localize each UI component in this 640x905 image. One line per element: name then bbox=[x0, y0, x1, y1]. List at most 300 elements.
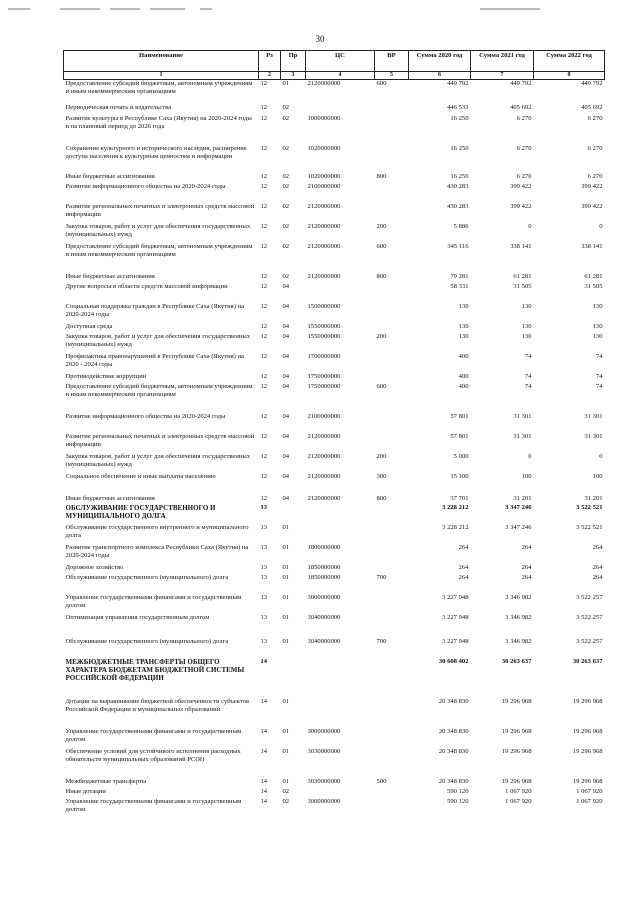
row-pr: 02 bbox=[282, 272, 290, 280]
table-row bbox=[64, 115, 605, 145]
table-row bbox=[64, 524, 605, 544]
row-sum-2020: 264 bbox=[458, 573, 469, 581]
row-cs: 1020000000 bbox=[307, 172, 341, 180]
row-rz: 12 bbox=[260, 80, 268, 88]
row-name: Сохранение культурного и исторического наследия, расширение доступа населения к культурным ценностям и информации bbox=[65, 144, 247, 160]
row-rz: 14 bbox=[260, 657, 268, 665]
row-sum-2020: 446 533 bbox=[447, 103, 469, 111]
row-name: ОБСЛУЖИВАНИЕ ГОСУДАРСТВЕННОГО И МУНИЦИПАЛЬНОГО ДОЛГА bbox=[65, 503, 216, 521]
row-cs bbox=[306, 658, 375, 698]
col-header-name: Наименование bbox=[64, 51, 259, 72]
row-sum-2021: 0 bbox=[528, 452, 532, 460]
row-cs: 2120000000 bbox=[307, 222, 341, 230]
row-name: Противодействие коррупции bbox=[65, 372, 147, 380]
row-vr bbox=[375, 283, 409, 303]
row-name: Закупка товаров, работ и услуг для обеспечения государственных (муниципальных) нужд bbox=[65, 332, 251, 348]
col-header-cs: ЦС bbox=[306, 51, 375, 72]
row-sum-2020: 264 bbox=[458, 563, 469, 571]
row-sum-2022: 3 522 257 bbox=[576, 593, 603, 601]
row-sum-2021: 74 bbox=[524, 372, 532, 380]
row-sum-2022: 31 505 bbox=[584, 282, 603, 290]
row-rz: 12 bbox=[260, 144, 268, 152]
row-cs bbox=[306, 788, 375, 798]
row-sum-2022: 399 422 bbox=[581, 202, 603, 210]
table-row bbox=[64, 798, 605, 818]
row-sum-2020: 20 348 830 bbox=[438, 777, 469, 785]
row-sum-2021: 31 201 bbox=[513, 494, 532, 502]
row-rz: 13 bbox=[260, 593, 268, 601]
row-sum-2022: 130 bbox=[592, 302, 603, 310]
row-cs: 2100000000 bbox=[307, 412, 341, 420]
row-pr: 01 bbox=[282, 563, 290, 571]
row-pr: 04 bbox=[282, 452, 290, 460]
table-row bbox=[64, 778, 605, 788]
row-vr: 200 bbox=[376, 452, 387, 460]
row-sum-2021: 399 422 bbox=[510, 182, 532, 190]
row-cs: 3040000000 bbox=[307, 637, 341, 645]
table-row bbox=[64, 638, 605, 658]
row-name: Обеспечение условий для устойчивого исполнения расходных обязательств муниципальных образований РС(Я) bbox=[65, 747, 241, 763]
row-sum-2021: 74 bbox=[524, 352, 532, 360]
row-sum-2022: 264 bbox=[592, 563, 603, 571]
row-vr: 600 bbox=[376, 242, 387, 250]
row-sum-2020: 430 283 bbox=[447, 202, 469, 210]
row-pr: 04 bbox=[282, 352, 290, 360]
row-pr: 01 bbox=[282, 637, 290, 645]
row-sum-2022: 31 301 bbox=[584, 432, 603, 440]
row-name: Обслуживание государственного внутреннего и муниципального долга bbox=[65, 523, 249, 539]
row-rz: 12 bbox=[260, 452, 268, 460]
row-sum-2022: 3 522 521 bbox=[576, 523, 603, 531]
row-vr bbox=[375, 115, 409, 145]
row-sum-2021: 1 067 920 bbox=[505, 797, 532, 805]
row-sum-2021: 31 301 bbox=[513, 412, 532, 420]
row-pr: 01 bbox=[282, 777, 290, 785]
row-vr: 700 bbox=[376, 637, 387, 645]
row-cs: 1020000000 bbox=[307, 144, 341, 152]
row-vr: 600 bbox=[376, 80, 387, 88]
table-row bbox=[64, 273, 605, 283]
row-vr bbox=[375, 728, 409, 748]
row-sum-2021: 61 281 bbox=[513, 272, 532, 280]
row-vr bbox=[375, 544, 409, 564]
row-rz: 12 bbox=[260, 472, 268, 480]
table-row bbox=[64, 433, 605, 453]
col-header-rz: Рз bbox=[259, 51, 281, 72]
row-sum-2021: 6 270 bbox=[516, 114, 532, 122]
row-sum-2020: 58 331 bbox=[450, 282, 469, 290]
row-sum-2021: 264 bbox=[521, 543, 532, 551]
row-pr bbox=[281, 658, 306, 698]
row-rz: 14 bbox=[260, 727, 268, 735]
row-pr: 02 bbox=[282, 222, 290, 230]
row-rz: 12 bbox=[260, 114, 268, 122]
row-vr bbox=[375, 145, 409, 173]
row-rz: 12 bbox=[260, 432, 268, 440]
table-row bbox=[64, 303, 605, 323]
row-vr bbox=[375, 203, 409, 223]
row-sum-2022: 3 522 257 bbox=[576, 637, 603, 645]
row-pr: 02 bbox=[282, 202, 290, 210]
row-vr bbox=[375, 323, 409, 333]
row-sum-2022: 19 296 968 bbox=[572, 727, 603, 735]
row-sum-2021: 1 067 920 bbox=[505, 787, 532, 795]
row-sum-2021: 130 bbox=[521, 332, 532, 340]
table-row bbox=[64, 788, 605, 798]
row-rz: 12 bbox=[260, 352, 268, 360]
row-sum-2021: 19 296 968 bbox=[501, 697, 532, 705]
row-sum-2021: 399 422 bbox=[510, 202, 532, 210]
row-sum-2022: 130 bbox=[592, 332, 603, 340]
row-pr: 04 bbox=[282, 382, 290, 390]
row-sum-2020: 345 116 bbox=[447, 242, 469, 250]
row-sum-2020: 3 227 948 bbox=[442, 637, 469, 645]
row-sum-2020: 3 227 948 bbox=[442, 613, 469, 621]
row-sum-2022: 338 141 bbox=[581, 242, 603, 250]
row-sum-2022: 100 bbox=[592, 472, 603, 480]
row-cs: 1700000000 bbox=[307, 352, 341, 360]
row-name: Иные дотации bbox=[65, 787, 106, 795]
scan-artifact bbox=[0, 4, 640, 14]
row-sum-2021: 31 505 bbox=[513, 282, 532, 290]
row-pr: 02 bbox=[282, 103, 290, 111]
row-sum-2020: 590 120 bbox=[447, 787, 469, 795]
row-sum-2020: 15 100 bbox=[450, 472, 469, 480]
row-rz: 12 bbox=[260, 494, 268, 502]
row-sum-2021: 31 301 bbox=[513, 432, 532, 440]
row-vr: 700 bbox=[376, 573, 387, 581]
row-cs: 2120000000 bbox=[307, 432, 341, 440]
col-header-pr: Пр bbox=[281, 51, 306, 72]
row-cs: 2120000000 bbox=[307, 202, 341, 210]
row-sum-2021: 0 bbox=[528, 222, 532, 230]
row-rz: 12 bbox=[260, 372, 268, 380]
col-number: 8 bbox=[534, 72, 605, 80]
row-cs: 1800000000 bbox=[307, 543, 341, 551]
row-sum-2022: 31 201 bbox=[584, 494, 603, 502]
row-cs: 2120000000 bbox=[307, 272, 341, 280]
row-pr: 02 bbox=[282, 172, 290, 180]
row-vr bbox=[375, 524, 409, 544]
row-pr: 04 bbox=[282, 432, 290, 440]
row-cs bbox=[306, 698, 375, 728]
row-name: Управление государственными финансами и государственным долгом bbox=[65, 593, 242, 609]
row-rz: 13 bbox=[260, 573, 268, 581]
row-sum-2022: 74 bbox=[595, 382, 603, 390]
table-row bbox=[64, 373, 605, 383]
row-rz: 12 bbox=[260, 103, 268, 111]
row-sum-2022: 3 522 521 bbox=[576, 503, 603, 511]
table-row bbox=[64, 614, 605, 638]
row-vr bbox=[375, 564, 409, 574]
row-name: Социальное обеспечение и иные выплаты населению bbox=[65, 472, 216, 480]
row-vr: 800 bbox=[376, 272, 387, 280]
row-pr: 02 bbox=[282, 797, 290, 805]
row-name: Иные бюджетные ассигнования bbox=[65, 172, 155, 180]
row-name: Профилактика правонарушений в Республике Саха (Якутия) на 2020 - 2024 годы bbox=[65, 352, 244, 368]
row-cs: 3030000000 bbox=[307, 747, 341, 755]
row-sum-2020: 400 bbox=[458, 372, 469, 380]
row-vr bbox=[375, 433, 409, 453]
table-row bbox=[64, 223, 605, 243]
table-row bbox=[64, 495, 605, 504]
row-sum-2020: 37 701 bbox=[450, 494, 469, 502]
row-vr bbox=[375, 303, 409, 323]
col-number: 1 bbox=[64, 72, 259, 80]
row-sum-2021: 3 347 246 bbox=[505, 523, 532, 531]
row-vr bbox=[375, 373, 409, 383]
row-sum-2020: 449 792 bbox=[447, 80, 469, 88]
row-cs: 2120000000 bbox=[307, 472, 341, 480]
table-row bbox=[64, 658, 605, 698]
row-vr: 800 bbox=[376, 494, 387, 502]
row-sum-2020: 264 bbox=[458, 543, 469, 551]
table-row bbox=[64, 145, 605, 173]
table-row bbox=[64, 594, 605, 614]
row-pr: 01 bbox=[282, 543, 290, 551]
row-sum-2022: 449 792 bbox=[581, 80, 603, 88]
row-rz: 12 bbox=[260, 172, 268, 180]
col-number: 5 bbox=[375, 72, 409, 80]
row-sum-2020: 430 283 bbox=[447, 182, 469, 190]
row-pr bbox=[281, 504, 306, 524]
row-sum-2020: 16 250 bbox=[450, 172, 469, 180]
row-name: Иные бюджетные ассигнования bbox=[65, 494, 155, 502]
row-sum-2020: 3 228 212 bbox=[442, 523, 469, 531]
col-number: 2 bbox=[259, 72, 281, 80]
row-rz: 14 bbox=[260, 747, 268, 755]
row-sum-2020: 16 250 bbox=[450, 144, 469, 152]
row-sum-2020: 79 281 bbox=[450, 272, 469, 280]
row-sum-2021: 130 bbox=[521, 322, 532, 330]
table-row bbox=[64, 564, 605, 574]
row-vr bbox=[375, 353, 409, 373]
row-cs: 3000000000 bbox=[307, 797, 341, 805]
row-pr: 01 bbox=[282, 523, 290, 531]
budget-table bbox=[63, 50, 605, 818]
row-cs bbox=[306, 283, 375, 303]
row-cs: 2120000000 bbox=[307, 494, 341, 502]
row-name: Предоставление субсидий бюджетным, автономным учреждениям и иным некоммерческим организациям bbox=[65, 382, 253, 398]
row-sum-2022: 1 067 920 bbox=[576, 797, 603, 805]
row-sum-2020: 3 228 212 bbox=[442, 503, 469, 511]
row-rz: 12 bbox=[260, 302, 268, 310]
row-cs: 1850000000 bbox=[307, 563, 341, 571]
row-vr: 300 bbox=[376, 472, 387, 480]
table-row bbox=[64, 413, 605, 433]
row-rz: 13 bbox=[260, 503, 268, 511]
row-name: Межбюджетные трансферты bbox=[65, 777, 147, 785]
row-cs bbox=[306, 104, 375, 115]
col-number: 7 bbox=[471, 72, 534, 80]
row-sum-2022: 264 bbox=[592, 573, 603, 581]
row-sum-2020: 20 348 830 bbox=[438, 747, 469, 755]
row-sum-2021: 19 296 968 bbox=[501, 777, 532, 785]
row-sum-2021: 3 346 982 bbox=[505, 613, 532, 621]
table-row bbox=[64, 333, 605, 353]
row-sum-2020: 20 348 830 bbox=[438, 697, 469, 705]
row-sum-2022: 19 296 968 bbox=[572, 697, 603, 705]
table-row bbox=[64, 574, 605, 594]
row-sum-2020: 16 250 bbox=[450, 114, 469, 122]
row-cs: 1550000000 bbox=[307, 322, 341, 330]
row-cs bbox=[306, 504, 375, 524]
row-rz: 12 bbox=[260, 382, 268, 390]
row-pr: 01 bbox=[282, 697, 290, 705]
row-name: Развитие информационного общества на 2020-2024 годы bbox=[65, 182, 226, 190]
row-name: Социальная поддержка граждан в Республике Саха (Якутия) на 2020-2024 годы bbox=[65, 302, 244, 318]
row-name: Дорожное хозяйство bbox=[65, 563, 124, 571]
row-sum-2020: 130 bbox=[458, 302, 469, 310]
row-name: Другие вопросы в области средств массовой информации bbox=[65, 282, 228, 290]
row-rz: 12 bbox=[260, 182, 268, 190]
row-sum-2020: 400 bbox=[458, 352, 469, 360]
row-pr: 04 bbox=[282, 332, 290, 340]
row-sum-2022: 19 296 968 bbox=[572, 777, 603, 785]
row-sum-2020: 130 bbox=[458, 322, 469, 330]
row-sum-2021: 74 bbox=[524, 382, 532, 390]
row-name: Предоставление субсидий бюджетным, автономным учреждениям и иным некоммерческим организациям bbox=[65, 80, 253, 96]
col-number: 6 bbox=[409, 72, 471, 80]
row-rz: 13 bbox=[260, 543, 268, 551]
row-sum-2020: 5 000 bbox=[453, 452, 469, 460]
row-pr: 02 bbox=[282, 114, 290, 122]
row-sum-2022: 74 bbox=[595, 352, 603, 360]
row-sum-2022: 30 263 637 bbox=[572, 657, 603, 665]
table-header bbox=[64, 51, 605, 80]
row-vr: 500 bbox=[376, 777, 387, 785]
row-rz: 12 bbox=[260, 202, 268, 210]
row-rz: 14 bbox=[260, 777, 268, 785]
row-vr bbox=[375, 504, 409, 524]
row-vr bbox=[375, 798, 409, 818]
row-sum-2022: 405 692 bbox=[581, 103, 603, 111]
table-row bbox=[64, 698, 605, 728]
row-sum-2022: 74 bbox=[595, 372, 603, 380]
row-pr: 01 bbox=[282, 747, 290, 755]
row-sum-2020: 30 608 402 bbox=[438, 657, 469, 665]
row-name: Обслуживание государственного (муниципального) долга bbox=[65, 637, 229, 645]
table-row bbox=[64, 473, 605, 495]
row-sum-2020: 20 348 830 bbox=[438, 727, 469, 735]
row-name: Управление государственными финансами и государственным долгом bbox=[65, 727, 242, 743]
table-body bbox=[64, 80, 605, 818]
row-vr bbox=[375, 698, 409, 728]
row-pr: 04 bbox=[282, 372, 290, 380]
page-number: 30 bbox=[315, 34, 325, 44]
table-row bbox=[64, 353, 605, 373]
table-row bbox=[64, 748, 605, 778]
row-vr bbox=[375, 614, 409, 638]
row-name: Иные бюджетные ассигнования bbox=[65, 272, 155, 280]
row-vr bbox=[375, 413, 409, 433]
col-header-sum-2021: Сумма 2021 год bbox=[471, 51, 534, 72]
row-name: Развитие региональных печатных и электронных средств массовой информации bbox=[65, 432, 255, 448]
row-rz: 13 bbox=[260, 523, 268, 531]
row-name: Управление государственными финансами и государственным долгом bbox=[65, 797, 242, 813]
row-rz: 14 bbox=[260, 787, 268, 795]
row-cs: 2120000000 bbox=[307, 242, 341, 250]
row-name: Доступная среда bbox=[65, 322, 113, 330]
row-sum-2021: 19 296 968 bbox=[501, 747, 532, 755]
row-cs: 3040000000 bbox=[307, 613, 341, 621]
row-sum-2022: 399 422 bbox=[581, 182, 603, 190]
row-sum-2021: 338 141 bbox=[510, 242, 532, 250]
row-pr: 01 bbox=[282, 613, 290, 621]
row-vr bbox=[375, 748, 409, 778]
row-rz: 12 bbox=[260, 412, 268, 420]
table-row bbox=[64, 104, 605, 115]
row-name: МЕЖБЮДЖЕТНЫЕ ТРАНСФЕРТЫ ОБЩЕГО ХАРАКТЕРА БЮДЖЕТАМ БЮДЖЕТНОЙ СИСТЕМЫ РОССИЙСКОЙ ФЕДЕРАЦИИ bbox=[65, 657, 245, 683]
table-row bbox=[64, 243, 605, 273]
table-row bbox=[64, 203, 605, 223]
row-cs: 1000000000 bbox=[307, 114, 341, 122]
row-pr: 02 bbox=[282, 182, 290, 190]
row-sum-2021: 30 263 637 bbox=[501, 657, 532, 665]
row-sum-2020: 400 bbox=[458, 382, 469, 390]
col-header-sum-2022: Сумма 2022 год bbox=[534, 51, 605, 72]
row-cs: 2100000000 bbox=[307, 182, 341, 190]
row-rz: 13 bbox=[260, 613, 268, 621]
row-name: Развитие информационного общества на 2020-2024 годы bbox=[65, 412, 226, 420]
row-vr bbox=[375, 658, 409, 698]
row-sum-2020: 57 801 bbox=[450, 412, 469, 420]
row-sum-2021: 3 347 246 bbox=[505, 503, 532, 511]
row-rz: 13 bbox=[260, 563, 268, 571]
row-pr: 01 bbox=[282, 80, 290, 88]
row-rz: 12 bbox=[260, 222, 268, 230]
row-name: Развитие региональных печатных и электронных средств массовой информации bbox=[65, 202, 255, 218]
row-rz: 14 bbox=[260, 697, 268, 705]
row-rz: 12 bbox=[260, 242, 268, 250]
table-row bbox=[64, 183, 605, 203]
row-sum-2022: 0 bbox=[599, 222, 603, 230]
row-sum-2022: 130 bbox=[592, 322, 603, 330]
row-cs: 3030000000 bbox=[307, 777, 341, 785]
row-sum-2021: 449 792 bbox=[510, 80, 532, 88]
row-pr: 02 bbox=[282, 787, 290, 795]
row-cs: 2120000000 bbox=[307, 80, 341, 88]
row-cs: 1550000000 bbox=[307, 332, 341, 340]
row-name: Обслуживание государственного (муниципального) долга bbox=[65, 573, 229, 581]
row-vr: 200 bbox=[376, 332, 387, 340]
row-rz: 13 bbox=[260, 637, 268, 645]
row-sum-2020: 57 801 bbox=[450, 432, 469, 440]
row-cs: 1750000000 bbox=[307, 382, 341, 390]
row-cs: 2120000000 bbox=[307, 452, 341, 460]
row-name: Закупка товаров, работ и услуг для обеспечения государственных (муниципальных) нужд bbox=[65, 452, 251, 468]
row-name: Дотации на выравнивание бюджетной обеспеченности субъектов Российской Федерации и муниципальных образований bbox=[65, 697, 250, 713]
row-cs: 1500000000 bbox=[307, 302, 341, 310]
col-number: 3 bbox=[281, 72, 306, 80]
table-row bbox=[64, 544, 605, 564]
row-sum-2021: 100 bbox=[521, 472, 532, 480]
row-vr bbox=[375, 104, 409, 115]
row-rz: 14 bbox=[260, 797, 268, 805]
row-sum-2020: 590 120 bbox=[447, 797, 469, 805]
row-name: Периодическая печать и издательства bbox=[65, 103, 172, 111]
row-sum-2020: 130 bbox=[458, 332, 469, 340]
table-row bbox=[64, 504, 605, 524]
row-vr: 600 bbox=[376, 382, 387, 390]
row-name: Оптимизация управления государственным долгом bbox=[65, 613, 210, 621]
row-sum-2021: 405 692 bbox=[510, 103, 532, 111]
row-pr: 04 bbox=[282, 322, 290, 330]
table-row bbox=[64, 283, 605, 303]
row-sum-2021: 264 bbox=[521, 573, 532, 581]
row-vr: 200 bbox=[376, 222, 387, 230]
row-pr: 01 bbox=[282, 573, 290, 581]
